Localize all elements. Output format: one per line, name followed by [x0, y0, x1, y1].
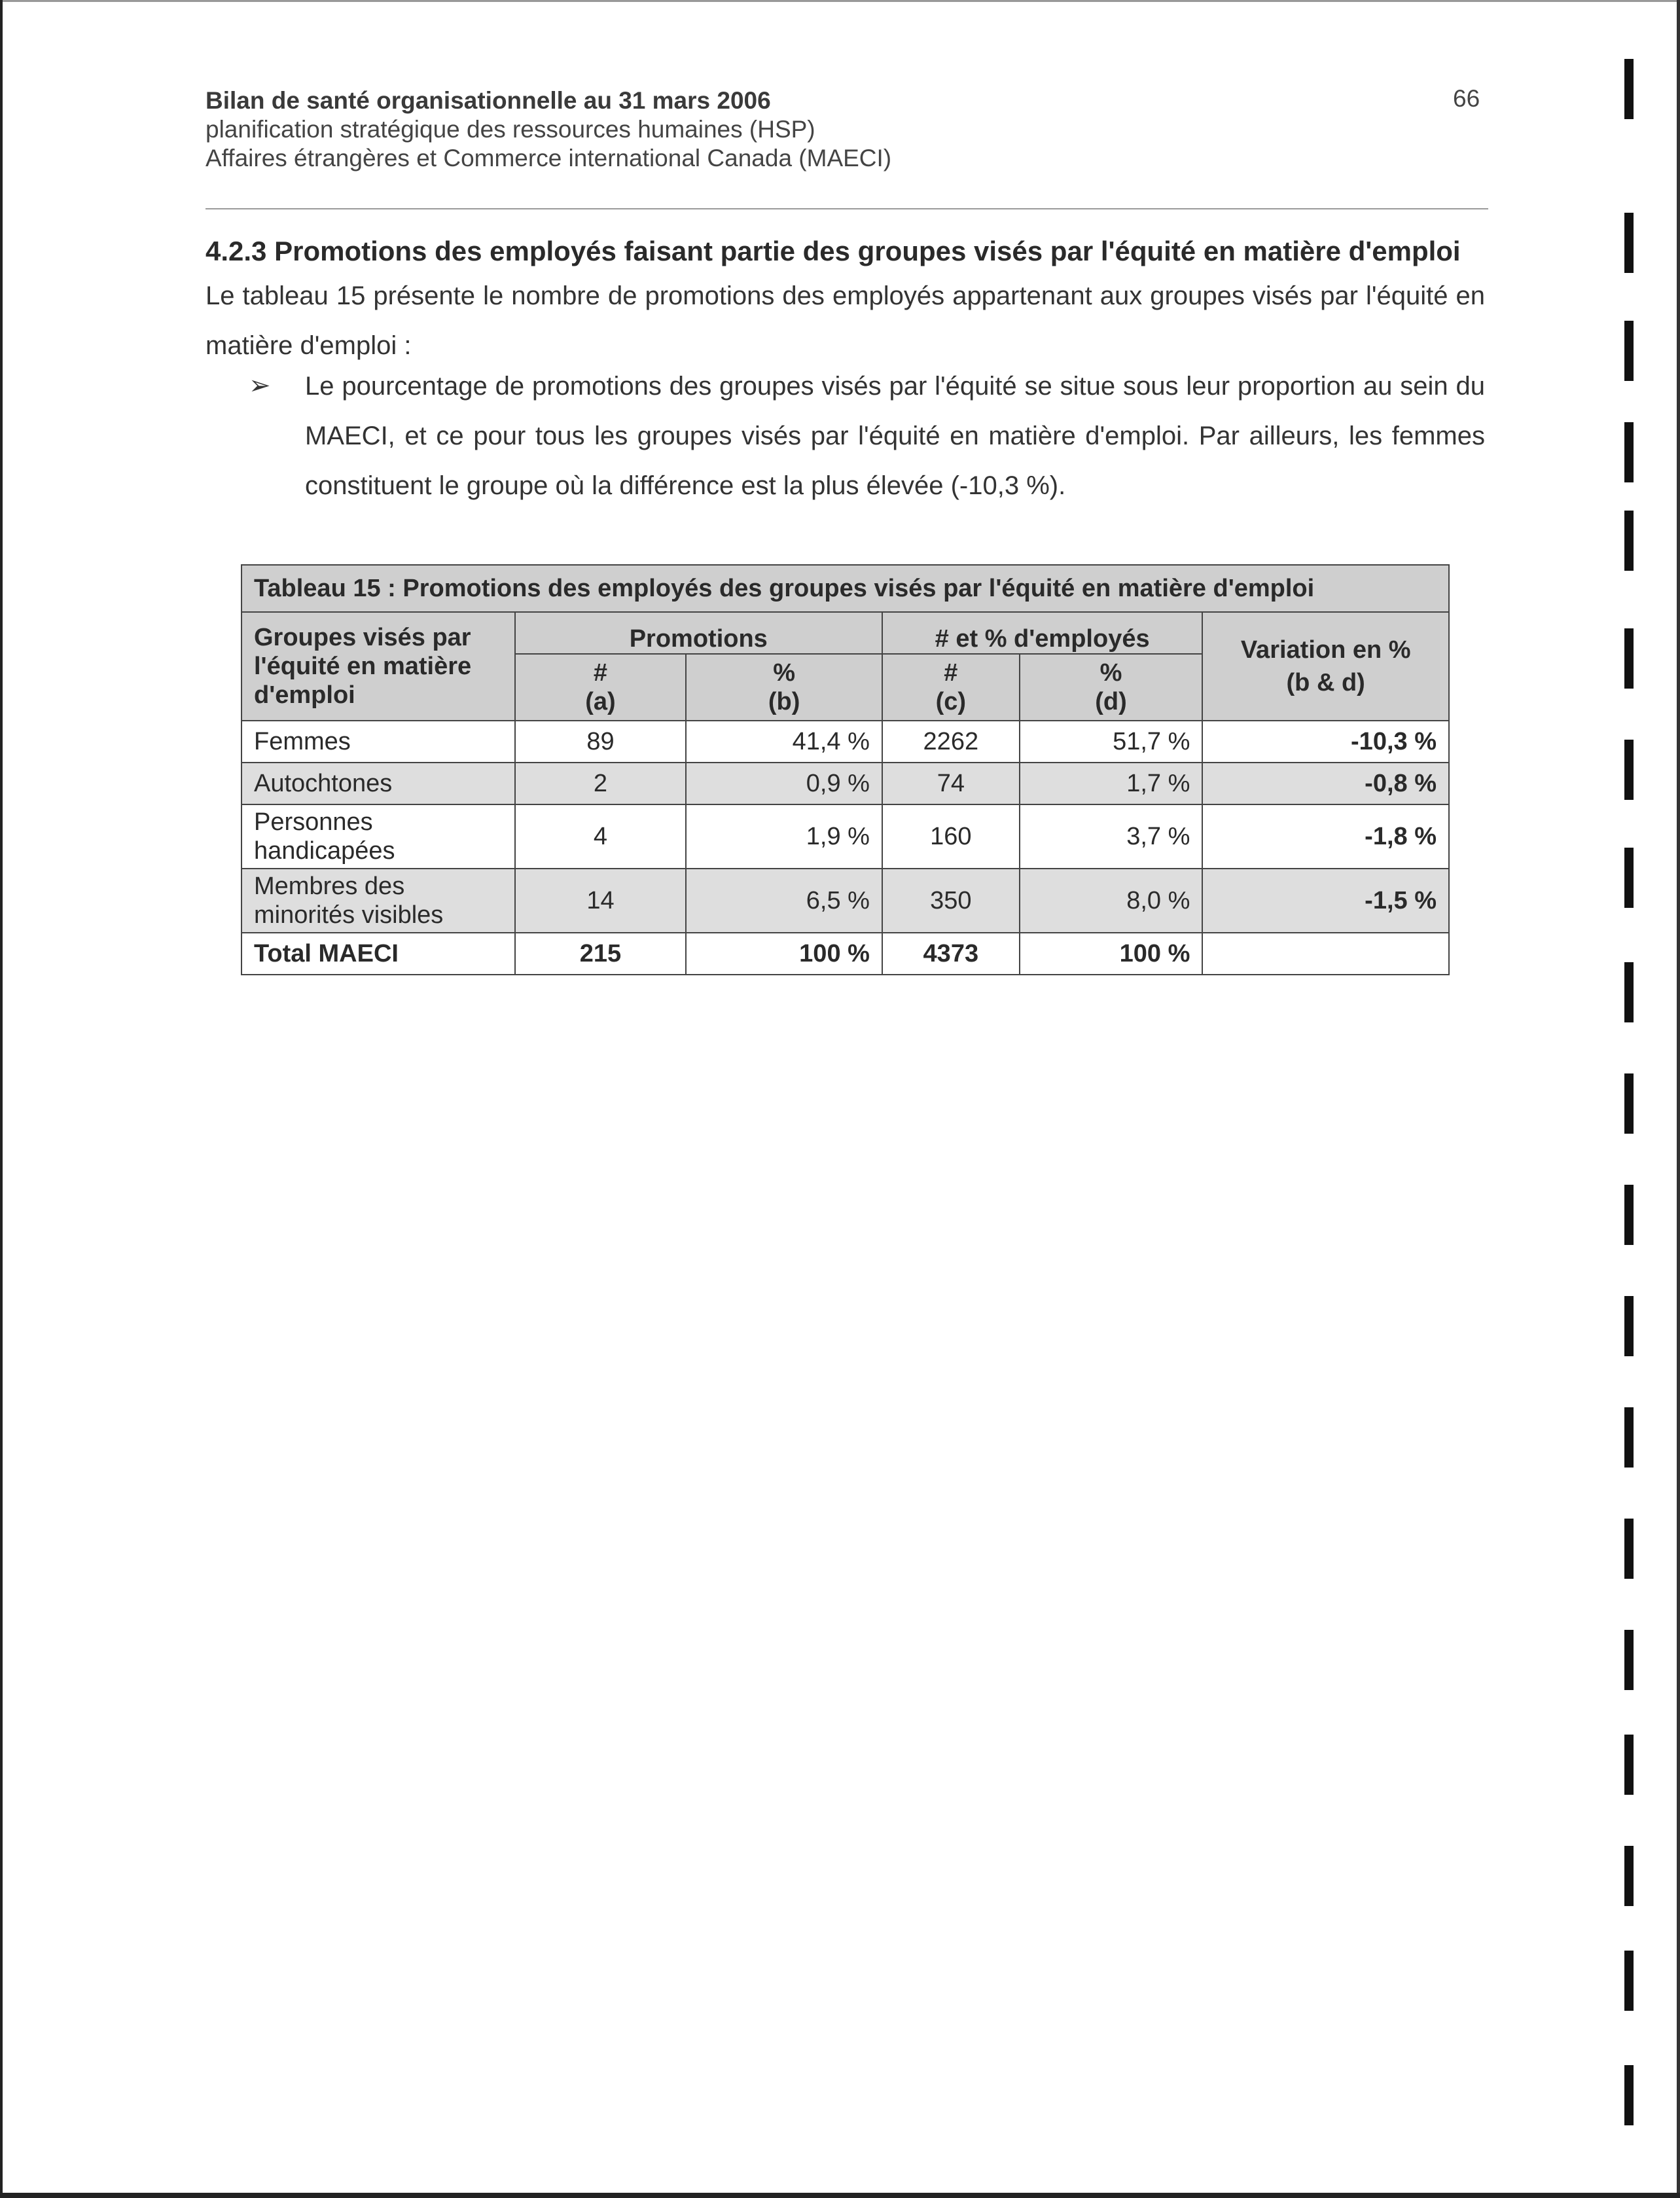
subheader-d [1020, 654, 1203, 721]
page-header [206, 86, 1488, 173]
row-variation: -1,8 % [1202, 804, 1449, 869]
page-number: 66 [1453, 85, 1480, 112]
header-variation [1202, 612, 1449, 721]
row-variation: -1,5 % [1202, 869, 1449, 933]
row-group: Personnes handicapées [241, 804, 515, 869]
scan-border-right [1677, 0, 1680, 2198]
table-row [241, 804, 1449, 869]
subheader-a-letter: (a) [585, 688, 616, 715]
row-c: 74 [882, 763, 1020, 804]
row-c: 2262 [882, 721, 1020, 763]
row-b: 0,9 % [686, 763, 882, 804]
header-promotions: Promotions [515, 612, 882, 654]
header-variation-label: Variation en % [1240, 636, 1411, 664]
total-b: 100 % [686, 933, 882, 975]
scan-border-left [0, 0, 3, 2198]
total-a: 215 [515, 933, 687, 975]
table-total-row [241, 933, 1449, 975]
binding-marks [1617, 52, 1643, 2180]
intro-paragraph: Le tableau 15 présente le nombre de promotions des employés appartenant aux groupes visés par l'équité en matière d'emploi : [206, 281, 1485, 360]
row-variation: -0,8 % [1202, 763, 1449, 804]
table-row [241, 763, 1449, 804]
table-caption: Tableau 15 : Promotions des employés des groupes visés par l'équité en matière d'emploi [241, 565, 1449, 612]
row-c: 160 [882, 804, 1020, 869]
row-variation: -10,3 % [1202, 721, 1449, 763]
header-groups: Groupes visés par l'équité en matière d'emploi [241, 612, 515, 721]
subheader-b-letter: (b) [768, 688, 800, 715]
bullet-arrow-icon: ➢ [249, 371, 271, 400]
total-d: 100 % [1020, 933, 1203, 975]
row-a: 14 [515, 869, 687, 933]
row-a: 89 [515, 721, 687, 763]
header-employees: # et % d'employés [882, 612, 1202, 654]
row-d: 3,7 % [1020, 804, 1203, 869]
scan-border-bottom [0, 2193, 1680, 2198]
header-variation-sub: (b & d) [1286, 669, 1365, 696]
row-d: 1,7 % [1020, 763, 1203, 804]
total-variation [1202, 933, 1449, 975]
row-d: 51,7 % [1020, 721, 1203, 763]
row-group: Femmes [241, 721, 515, 763]
subheader-a-symbol: # [593, 659, 608, 687]
table-row [241, 721, 1449, 763]
subheader-c-symbol: # [944, 659, 958, 687]
subheader-d-symbol: % [1099, 659, 1122, 687]
subheader-b-symbol: % [773, 659, 795, 687]
subheader-a [515, 654, 687, 721]
subheader-d-letter: (d) [1095, 688, 1127, 715]
total-c: 4373 [882, 933, 1020, 975]
row-c: 350 [882, 869, 1020, 933]
row-group: Autochtones [241, 763, 515, 804]
row-a: 4 [515, 804, 687, 869]
row-b: 41,4 % [686, 721, 882, 763]
header-organization: Affaires étrangères et Commerce international Canada (MAECI) [206, 145, 892, 171]
header-subtitle: planification stratégique des ressources humaines (HSP) [206, 116, 815, 143]
row-b: 1,9 % [686, 804, 882, 869]
total-group: Total MAECI [241, 933, 515, 975]
header-divider [206, 208, 1488, 209]
table-row [241, 869, 1449, 933]
subheader-c-letter: (c) [935, 688, 967, 715]
promotions-table [241, 564, 1450, 975]
row-b: 6,5 % [686, 869, 882, 933]
header-title: Bilan de santé organisationnelle au 31 mars 2006 [206, 87, 771, 114]
row-group: Membres des minorités visibles [241, 869, 515, 933]
row-a: 2 [515, 763, 687, 804]
scan-border-top [0, 0, 1680, 2]
bullet-paragraph: Le pourcentage de promotions des groupes visés par l'équité se situe sous leur proportion au sein du MAECI, et ce pour tous les groupes visés par l'équité en matière d'emploi. Par ailleurs, les femmes constituent le groupe où la différence est la plus élevée (-10,3 %). [305, 372, 1485, 500]
section-title: 4.2.3 Promotions des employés faisant partie des groupes visés par l'équité en matière d'emploi [206, 236, 1461, 266]
row-d: 8,0 % [1020, 869, 1203, 933]
subheader-b [686, 654, 882, 721]
subheader-c [882, 654, 1020, 721]
